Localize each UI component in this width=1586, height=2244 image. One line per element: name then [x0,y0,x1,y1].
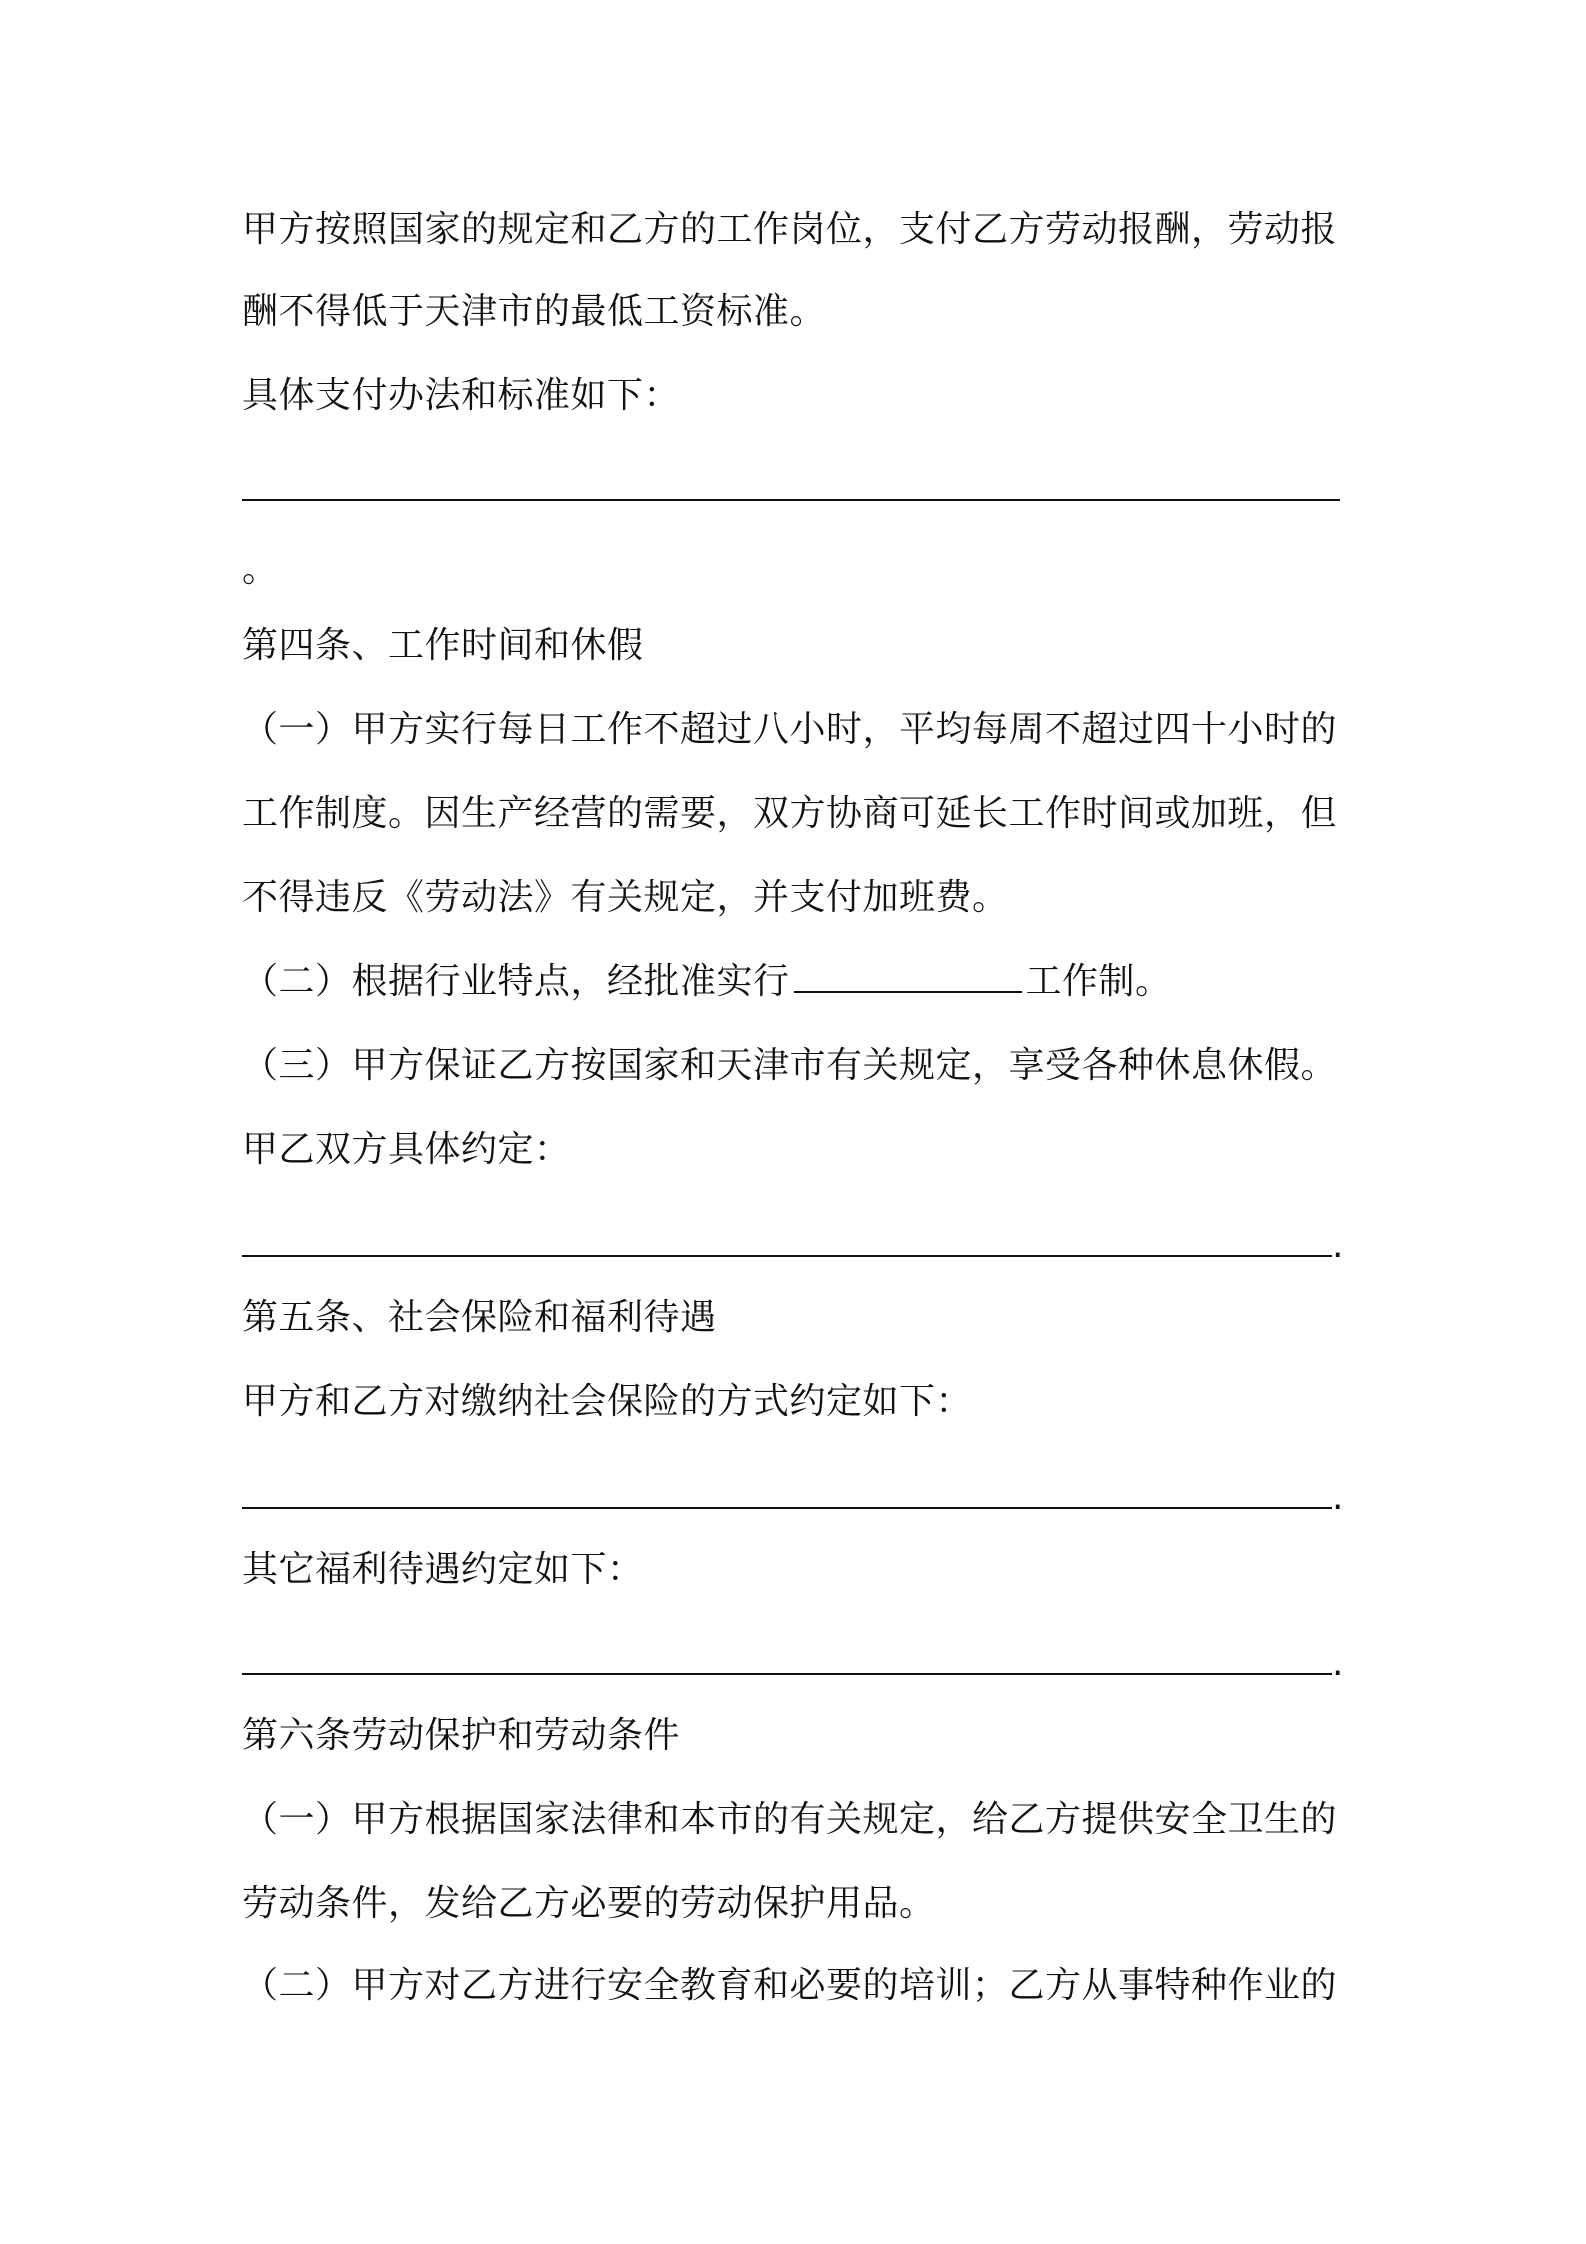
fill-in-blank-payment [242,466,1340,514]
paragraph-line-21: （二）甲方对乙方进行安全教育和必要的培训；乙方从事特种作业的 [242,1965,1338,2006]
blank-underline [242,1225,1332,1257]
blank-end-dot: . [1332,1477,1344,1518]
paragraph-line-9 [242,958,1172,1006]
section-heading-article-4: 第四条、工作时间和休假 [242,625,644,666]
work-system-blank [794,961,1022,993]
paragraph-line-10: （三）甲方保证乙方按国家和天津市有关规定，享受各种休息休假。 [242,1045,1338,1086]
paragraph-line-1: 甲方按照国家的规定和乙方的工作岗位，支付乙方劳动报酬，劳动报 [242,209,1338,250]
section-heading-article-5: 第五条、社会保险和福利待遇 [242,1297,717,1338]
paragraph-line-16: 其它福利待遇约定如下： [242,1549,644,1590]
paragraph-line-7: 工作制度。因生产经营的需要，双方协商可延长工作时间或加班，但 [242,793,1338,834]
paragraph-line-19: （一）甲方根据国家法律和本市的有关规定，给乙方提供安全卫生的 [242,1799,1338,1840]
blank-underline [242,1643,1332,1675]
paragraph-line-8: 不得违反《劳动法》有关规定，并支付加班费。 [242,877,1009,918]
paragraph-line-2: 酬不得低于天津市的最低工资标准。 [242,291,827,332]
paragraph-line-14: 甲方和乙方对缴纳社会保险的方式约定如下： [242,1381,973,1422]
blank-end-dot: . [1332,1225,1344,1266]
paragraph-line-6: （一）甲方实行每日工作不超过八小时，平均每周不超过四十小时的 [242,709,1338,750]
section-heading-article-6: 第六条劳动保护和劳动条件 [242,1715,681,1756]
paragraph-line-11: 甲乙双方具体约定： [242,1129,571,1170]
fill-in-blank-social-insurance [242,1474,1344,1522]
fill-in-blank-rest-agreement [242,1222,1344,1270]
blank-underline [242,469,1340,501]
blank-end-dot: . [1332,1643,1344,1684]
line-9-after-blank: 工作制。 [1025,961,1172,1002]
blank-underline [242,1477,1332,1509]
blank-end-period: 。 [242,549,279,590]
paragraph-line-20: 劳动条件，发给乙方必要的劳动保护用品。 [242,1883,936,1924]
line-9-before-blank: （二）根据行业特点，经批准实行 [242,961,790,1002]
paragraph-line-3: 具体支付办法和标准如下： [242,375,681,416]
fill-in-blank-welfare [242,1640,1344,1688]
